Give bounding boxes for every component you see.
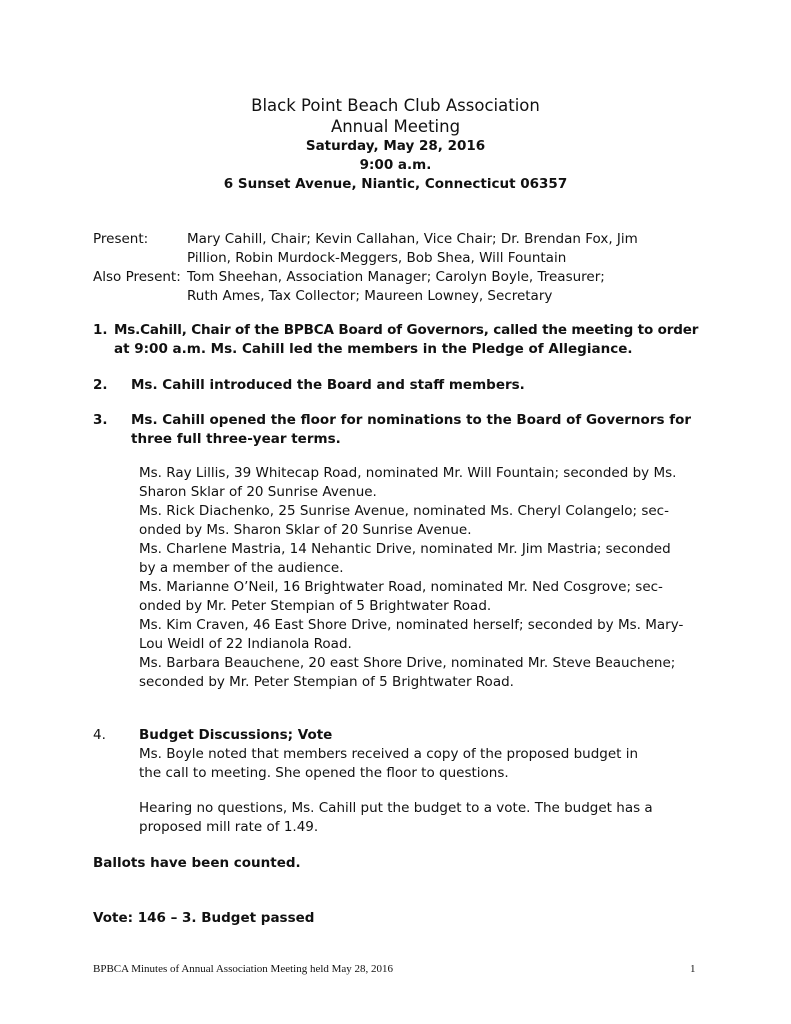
item-3-text: Ms. Cahill opened the floor for nominations to the Board of Governors for — [131, 412, 692, 428]
present-line: Pillion, Robin Murdock-Meggers, Bob Shea, Will Fountain — [187, 250, 567, 266]
item-3-text: three full three-year terms. — [131, 431, 341, 447]
document-subtitle: Annual Meeting — [330, 117, 461, 136]
nomination-line: Ms. Barbara Beauchene, 20 east Shore Drive, nominated Mr. Steve Beauchene; — [139, 655, 676, 671]
nomination-line: by a member of the audience. — [139, 560, 344, 576]
item-4-number: 4. — [93, 727, 106, 743]
nomination-line: onded by Mr. Peter Stempian of 5 Brightwater Road. — [139, 598, 492, 614]
also-present-line: Tom Sheehan, Association Manager; Carolyn Boyle, Treasurer; — [187, 269, 605, 285]
document-title: Black Point Beach Club Association — [251, 96, 540, 115]
also-present-label: Also Present: — [93, 269, 181, 285]
item-1-number: 1. — [93, 322, 108, 338]
nomination-line: Ms. Kim Craven, 46 East Shore Drive, nominated herself; seconded by Ms. Mary- — [139, 617, 684, 633]
also-present-line: Ruth Ames, Tax Collector; Maureen Lowney, Secretary — [187, 288, 553, 304]
nomination-line: Ms. Charlene Mastria, 14 Nehantic Drive, nominated Mr. Jim Mastria; seconded — [139, 541, 671, 557]
item-4-text: Ms. Boyle noted that members received a copy of the proposed budget in — [139, 746, 639, 762]
item-4-text: the call to meeting. She opened the floor to questions. — [139, 765, 509, 781]
nomination-line: Ms. Ray Lillis, 39 Whitecap Road, nominated Mr. Will Fountain; seconded by Ms. — [139, 465, 677, 481]
nomination-line: Ms. Marianne O’Neil, 16 Brightwater Road, nominated Mr. Ned Cosgrove; sec- — [139, 579, 663, 595]
item-1-text: Ms.Cahill, Chair of the BPBCA Board of Governors, called the meeting to order — [114, 322, 699, 338]
meeting-date: Saturday, May 28, 2016 — [305, 138, 486, 154]
nomination-line: Sharon Sklar of 20 Sunrise Avenue. — [139, 484, 377, 500]
present-label: Present: — [93, 231, 149, 247]
vote-result: Vote: 146 – 3. Budget passed — [93, 910, 315, 926]
item-1-text: at 9:00 a.m. Ms. Cahill led the members in the Pledge of Allegiance. — [114, 341, 633, 357]
nomination-line: Ms. Rick Diachenko, 25 Sunrise Avenue, nominated Ms. Cheryl Colangelo; sec- — [139, 503, 669, 519]
nomination-line: Lou Weidl of 22 Indianola Road. — [139, 636, 352, 652]
nomination-line: seconded by Mr. Peter Stempian of 5 Brightwater Road. — [139, 674, 514, 690]
item-2-text: Ms. Cahill introduced the Board and staff members. — [131, 377, 525, 393]
nomination-line: onded by Ms. Sharon Sklar of 20 Sunrise Avenue. — [139, 522, 472, 538]
item-3-number: 3. — [93, 412, 108, 428]
item-2-number: 2. — [93, 377, 108, 393]
item-4-text: Hearing no questions, Ms. Cahill put the budget to a vote. The budget has a — [139, 800, 653, 816]
page-number: 1 — [690, 963, 696, 975]
ballots-statement: Ballots have been counted. — [93, 855, 301, 871]
item-4-heading: Budget Discussions; Vote — [139, 727, 333, 743]
item-4-text: proposed mill rate of 1.49. — [139, 819, 319, 835]
present-line: Mary Cahill, Chair; Kevin Callahan, Vice Chair; Dr. Brendan Fox, Jim — [187, 231, 638, 247]
meeting-time: 9:00 a.m. — [359, 157, 432, 173]
meeting-address: 6 Sunset Avenue, Niantic, Connecticut 06357 — [223, 176, 568, 192]
footer-text: BPBCA Minutes of Annual Association Meeting held May 28, 2016 — [93, 963, 394, 975]
